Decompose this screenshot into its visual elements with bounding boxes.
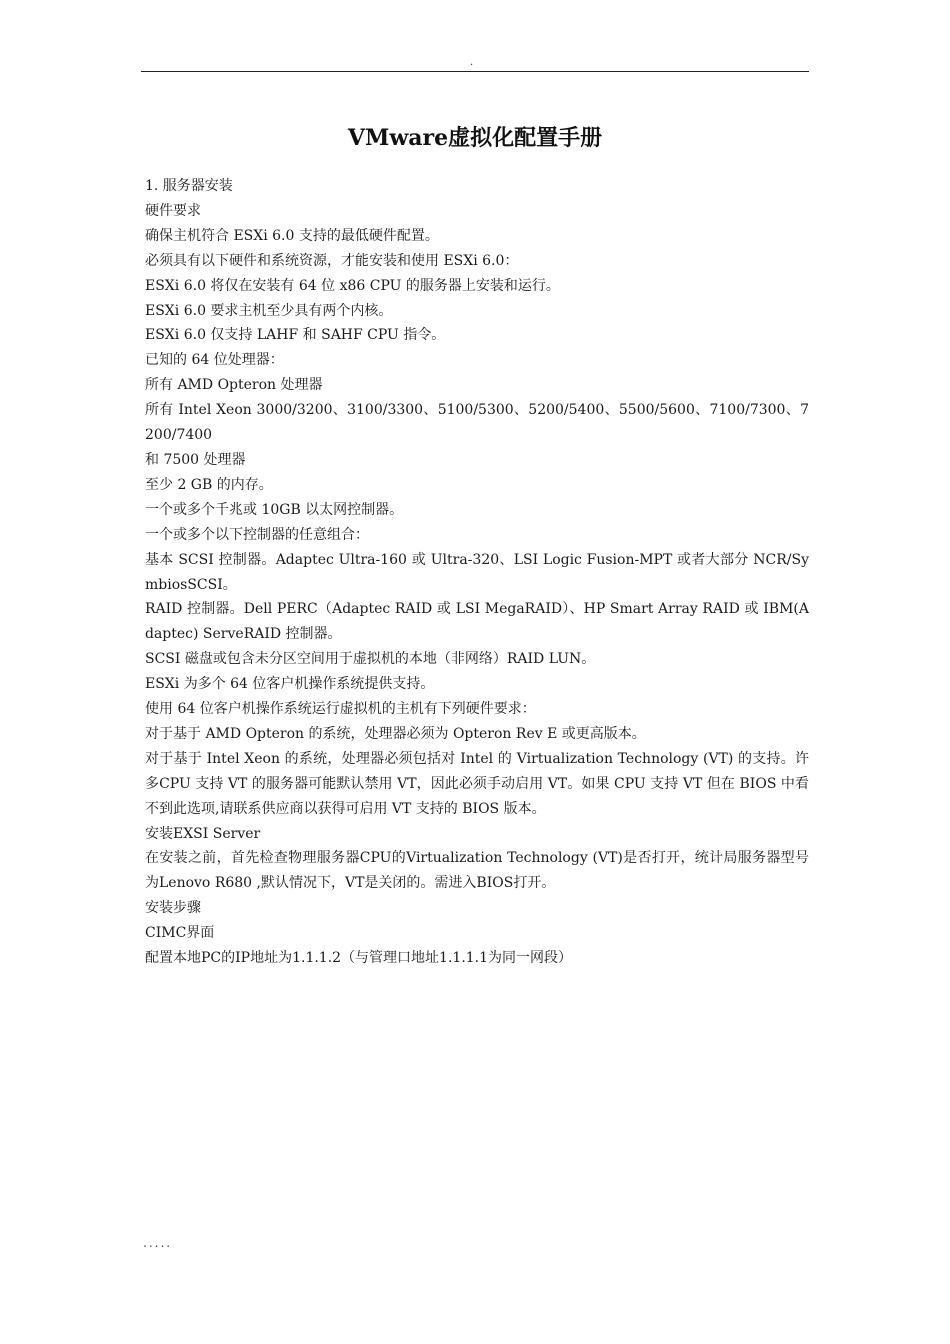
paragraph: 和 7500 处理器 (145, 451, 246, 468)
header-rule (141, 71, 809, 72)
document-title: VMware虚拟化配置手册 (347, 125, 603, 151)
subsection-heading: 安装EXSI Server (145, 825, 261, 842)
paragraph: 必须具有以下硬件和系统资源，才能安装和使用 ESXi 6.0： (145, 252, 519, 269)
paragraph: 已知的 64 位处理器： (145, 352, 284, 369)
paragraph: RAID 控制器。Dell PERC（Adaptec RAID 或 LSI MegaRAID）、HP Smart Array RAID 或 IBM(Adaptec) ServeRAID 控制器。 (145, 601, 809, 643)
paragraph: ESXi 6.0 要求主机至少具有两个内核。 (145, 302, 393, 319)
header-mark: . (470, 57, 474, 68)
paragraph: 确保主机符合 ESXi 6.0 支持的最低硬件配置。 (145, 227, 439, 244)
paragraph: 所有 Intel Xeon 3000/3200、3100/3300、5100/5300、5200/5400、5500/5600、7100/7300、7200/7400 (145, 402, 809, 444)
paragraph: 至少 2 GB 的内存。 (145, 476, 273, 493)
paragraph: 所有 AMD Opteron 处理器 (145, 377, 323, 394)
paragraph: 对于基于 AMD Opteron 的系统，处理器必须为 Opteron Rev E 或更高版本。 (145, 725, 646, 742)
paragraph: ESXi 6.0 仅支持 LAHF 和 SAHF CPU 指令。 (145, 327, 446, 344)
paragraph: SCSI 磁盘或包含未分区空间用于虚拟机的本地（非网络）RAID LUN。 (145, 651, 596, 668)
paragraph: 在安装之前，首先检查物理服务器CPU的Virtualization Technology (VT)是否打开，统计局服务器型号为Lenovo R680 ,默认情况下，VT是关闭的。需进入BIOS打开。 (145, 850, 809, 892)
paragraph: 对于基于 Intel Xeon 的系统，处理器必须包括对 Intel 的 Virtualization Technology (VT) 的支持。许多CPU 支持 VT 的服务器可能默认禁用 VT，因此必须手动启用 VT。如果 CPU 支持 VT 但在 BIOS 中看不到此选项,请联系供应商以获得可启用 VT 支持的 BIOS 版本。 (145, 750, 809, 817)
paragraph: 一个或多个千兆或 10GB 以太网控制器。 (145, 501, 404, 518)
footer-mark: ..... (143, 1236, 173, 1250)
paragraph: ESXi 6.0 将仅在安装有 64 位 x86 CPU 的服务器上安装和运行。 (145, 277, 560, 294)
paragraph: 一个或多个以下控制器的任意组合： (145, 526, 369, 543)
subsection-heading: CIMC界面 (145, 925, 215, 942)
section-heading: 1. 服务器安装 (145, 178, 233, 194)
paragraph: 使用 64 位客户机操作系统运行虚拟机的主机有下列硬件要求： (145, 701, 536, 718)
subsection-heading: 硬件要求 (145, 202, 201, 219)
paragraph: 基本 SCSI 控制器。Adaptec Ultra-160 或 Ultra-320、LSI Logic Fusion-MPT 或者大部分 NCR/SymbiosSCSI。 (145, 551, 809, 593)
paragraph: ESXi 为多个 64 位客户机操作系统提供支持。 (145, 676, 435, 693)
document-body (145, 174, 809, 971)
paragraph: 配置本地PC的IP地址为1.1.1.2（与管理口地址1.1.1.1为同一网段） (145, 950, 573, 967)
subsection-heading: 安装步骤 (145, 900, 201, 917)
